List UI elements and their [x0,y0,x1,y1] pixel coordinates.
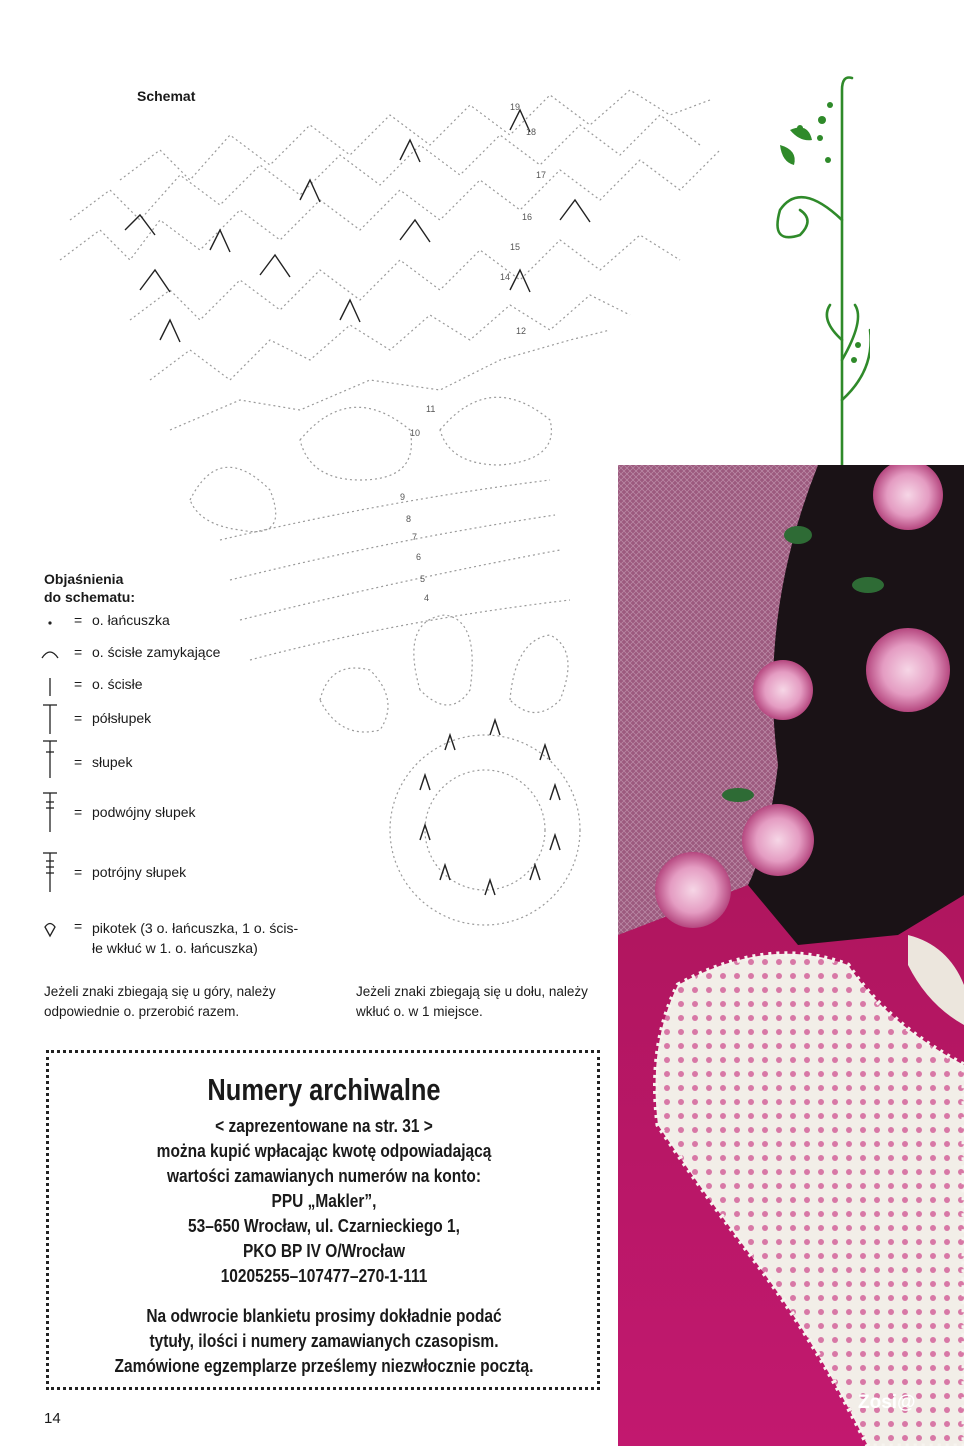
archive-footer-line: tytuły, ilości i numery zamawianych czasopism. [149,1331,499,1351]
decorative-vine [760,70,870,465]
archive-line: PKO BP IV O/Wrocław [242,1241,406,1261]
legend-label: podwójny słupek [92,804,196,820]
note-right-line1: Jeżeli znaki zbiegają się u dołu, należy [356,984,588,999]
signature-watermark: Zosi@ [858,1392,916,1413]
legend-equals: = [74,676,83,692]
legend-label: słupek [92,754,133,770]
note-left-line2: odpowiednie o. przerobić razem. [44,1004,240,1019]
half-double-crochet-icon [40,702,60,736]
legend-title-line1: Objaśnienia [44,571,124,587]
archive-line: wartości zamawianych numerów na konto: [167,1166,481,1186]
legend-title-line2: do schematu: [44,589,136,605]
legend-label: o. ścisłe [92,676,143,692]
row-number: 4 [424,593,430,603]
row-number: 15 [510,242,521,252]
arc-icon [40,644,60,664]
legend-label [92,918,298,958]
archive-line: można kupić wpłacając kwotę odpowiadającą [156,1141,492,1161]
row-number: 18 [526,127,537,137]
picot-icon [40,918,60,940]
legend-label: półsłupek [92,710,152,726]
row-number: 19 [510,102,521,112]
archive-line: < zaprezentowane na str. 31 > [215,1116,433,1136]
row-number: 8 [406,514,412,524]
legend-equals: = [74,804,83,820]
legend-equals: = [74,918,83,934]
row-number: 16 [522,212,533,222]
row-number: 14 [500,272,511,282]
legend-equals: = [74,864,83,880]
archive-info-box [46,1050,602,1392]
legend-label: o. łańcuszka [92,612,170,628]
row-number: 10 [410,428,421,438]
archive-footer-line: Na odwrocie blankietu prosimy dokładnie podać [146,1306,502,1326]
legend-equals: = [74,710,83,726]
legend-equals: = [74,644,83,660]
archive-line: PPU „Makler”, [271,1191,377,1211]
legend-label: o. ścisłe zamykające [92,644,221,660]
doily-photo [618,465,964,1446]
row-number: 11 [426,404,436,414]
page-number: 14 [44,1410,61,1427]
note-right-line2: wkłuć o. w 1 miejsce. [356,1004,483,1019]
row-number: 6 [416,552,422,562]
triple-treble-icon [40,850,60,894]
row-number: 17 [536,170,547,180]
picot-label-line2: łe wkłuć w 1. o. łańcuszka) [92,940,258,956]
account-number: 10205255–107477–270-1-111 [220,1266,428,1286]
vertical-bar-icon [40,676,60,698]
legend-label: potrójny słupek [92,864,187,880]
archive-footer-line: Zamówione egzemplarze prześlemy niezwłocznie pocztą. [114,1356,534,1376]
row-number: 5 [420,574,426,584]
row-number: 12 [516,326,527,336]
archive-heading: Numery archiwalne [207,1072,441,1107]
diagram-title: Schemat [137,88,196,104]
archive-line: 53–650 Wrocław, ul. Czarnieckiego 1, [188,1216,460,1236]
legend-title [44,570,135,606]
note-left-line1: Jeżeli znaki zbiegają się u góry, należy [44,984,276,999]
picot-label-line1: pikotek (3 o. łańcuszka, 1 o. ścis- [92,920,299,936]
row-number: 9 [400,492,406,502]
legend-equals: = [74,612,83,628]
treble-crochet-icon [40,790,60,834]
legend-equals: = [74,754,83,770]
double-crochet-icon [40,738,60,780]
dot-icon [40,612,60,632]
row-number: 7 [412,532,418,542]
note-left [44,982,276,1022]
note-right [356,982,588,1022]
